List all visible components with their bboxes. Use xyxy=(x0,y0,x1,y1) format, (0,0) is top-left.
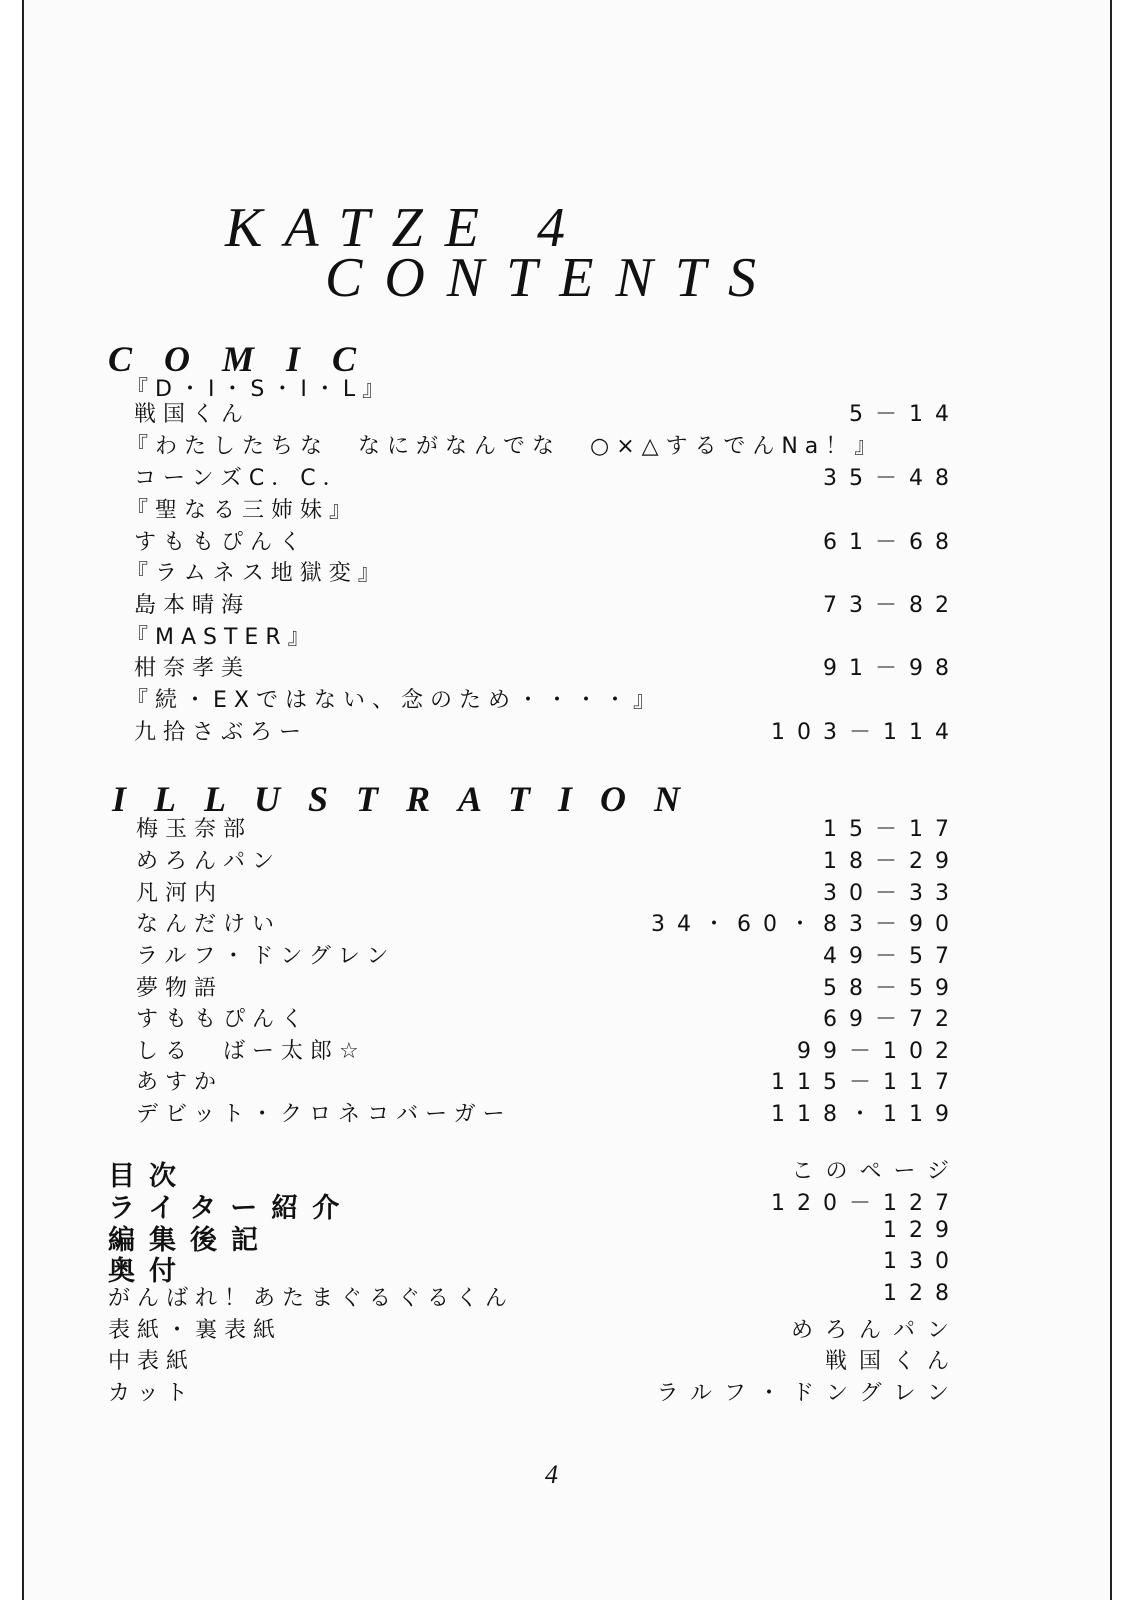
illustration-pages: 58－59 xyxy=(823,976,961,1001)
comic-pages: 91－98 xyxy=(823,656,961,681)
misc-label: がんばれ！あたまぐるぐるくん xyxy=(108,1286,515,1311)
comic-author: 九拾さぶろー xyxy=(134,720,309,745)
comic-pages: 5－14 xyxy=(849,402,961,427)
illustration-pages: 30－33 xyxy=(823,881,961,906)
comic-title: 『ラムネス地獄変』 xyxy=(126,561,387,586)
illustration-pages: 34・60・83－90 xyxy=(651,912,961,937)
misc-row xyxy=(0,1376,1133,1408)
comic-author-row xyxy=(0,525,1133,557)
illustration-row xyxy=(0,907,1133,939)
comic-title: 『聖なる三姉妹』 xyxy=(126,498,359,523)
misc-label: 目次 xyxy=(108,1161,190,1192)
misc-value: このページ xyxy=(791,1159,961,1184)
comic-title: 『続・EXではない、念のため・・・・』 xyxy=(126,688,662,713)
page-number: 4 xyxy=(545,1460,558,1489)
illustration-pages: 15－17 xyxy=(823,817,961,842)
illustration-author: 梅玉奈部 xyxy=(136,817,253,842)
misc-value: 129 xyxy=(883,1218,961,1243)
illustration-author: すももぴんく xyxy=(136,1007,311,1032)
comic-title-row xyxy=(0,493,1133,525)
misc-value: 130 xyxy=(883,1249,961,1274)
comic-title-row xyxy=(0,683,1133,715)
comic-heading: COMIC xyxy=(108,339,389,379)
illustration-row xyxy=(0,844,1133,876)
illustration-row xyxy=(0,1097,1133,1129)
comic-pages: 61－68 xyxy=(823,530,961,555)
illustration-row xyxy=(0,939,1133,971)
illustration-pages: 69－72 xyxy=(823,1007,961,1032)
misc-row xyxy=(0,1218,1133,1256)
illustration-author: 夢物語 xyxy=(136,976,224,1001)
comic-author: コーンズC．C． xyxy=(134,466,352,491)
illustration-pages: 99－102 xyxy=(797,1039,961,1064)
misc-label: カット xyxy=(108,1381,195,1406)
comic-author: すももぴんく xyxy=(134,530,309,555)
page-title-line1: KATZE 4 xyxy=(225,197,587,259)
illustration-pages: 118・119 xyxy=(771,1102,961,1127)
illustration-pages: 115－117 xyxy=(771,1070,961,1095)
illustration-author: ラルフ・ドングレン xyxy=(136,944,396,969)
comic-author-row xyxy=(0,461,1133,493)
illustration-author: 凡河内 xyxy=(136,881,224,906)
comic-author-row xyxy=(0,397,1133,429)
illustration-row xyxy=(0,812,1133,844)
illustration-author: なんだけい xyxy=(136,912,282,937)
illustration-author: あすか xyxy=(136,1070,224,1095)
misc-value: ラルフ・ドングレン xyxy=(656,1381,961,1406)
misc-value: 120－127 xyxy=(771,1191,961,1216)
misc-value: めろんパン xyxy=(790,1318,961,1343)
comic-author-row xyxy=(0,651,1133,683)
illustration-heading: ILLUSTRATION xyxy=(112,779,709,819)
comic-pages: 103－114 xyxy=(771,720,961,745)
misc-row xyxy=(0,1186,1133,1224)
comic-title: 『わたしたちな なにがなんでな ○×△するでんNa！』 xyxy=(126,434,884,459)
misc-label: 表紙・裏表紙 xyxy=(108,1318,283,1343)
illustration-row xyxy=(0,876,1133,908)
misc-label: 奥付 xyxy=(108,1256,190,1287)
misc-value: 戦国くん xyxy=(824,1349,961,1374)
misc-row xyxy=(0,1249,1133,1287)
misc-label: 中表紙 xyxy=(108,1349,196,1374)
comic-title: 『MASTER』 xyxy=(126,625,317,650)
illustration-pages: 18－29 xyxy=(823,849,961,874)
comic-pages: 73－82 xyxy=(823,593,961,618)
misc-row xyxy=(0,1281,1133,1313)
illustration-row xyxy=(0,1002,1133,1034)
misc-row xyxy=(0,1344,1133,1376)
comic-title: 『D・I・S・I・L』 xyxy=(126,377,392,402)
comic-author: 柑奈孝美 xyxy=(134,656,251,681)
comic-author-row xyxy=(0,588,1133,620)
comic-title-row xyxy=(0,429,1133,461)
comic-author: 戦国くん xyxy=(134,402,251,427)
comic-title-row xyxy=(0,620,1133,652)
comic-title-row xyxy=(0,556,1133,588)
misc-row xyxy=(0,1154,1133,1192)
comic-pages: 35－48 xyxy=(823,466,961,491)
page-title-line2: CONTENTS xyxy=(325,247,778,309)
illustration-pages: 49－57 xyxy=(823,944,961,969)
misc-row xyxy=(0,1313,1133,1345)
illustration-row xyxy=(0,1034,1133,1066)
comic-author: 島本晴海 xyxy=(134,593,251,618)
comic-author-row xyxy=(0,715,1133,747)
illustration-row xyxy=(0,971,1133,1003)
misc-label: ライター紹介 xyxy=(108,1193,354,1224)
illustration-author: デビット・クロネコバーガー xyxy=(136,1102,512,1127)
illustration-author: めろんパン xyxy=(136,849,282,874)
misc-value: 128 xyxy=(883,1281,961,1306)
misc-label: 編集後記 xyxy=(108,1225,272,1256)
illustration-author: しる ばー太郎☆ xyxy=(136,1039,366,1064)
illustration-row xyxy=(0,1065,1133,1097)
